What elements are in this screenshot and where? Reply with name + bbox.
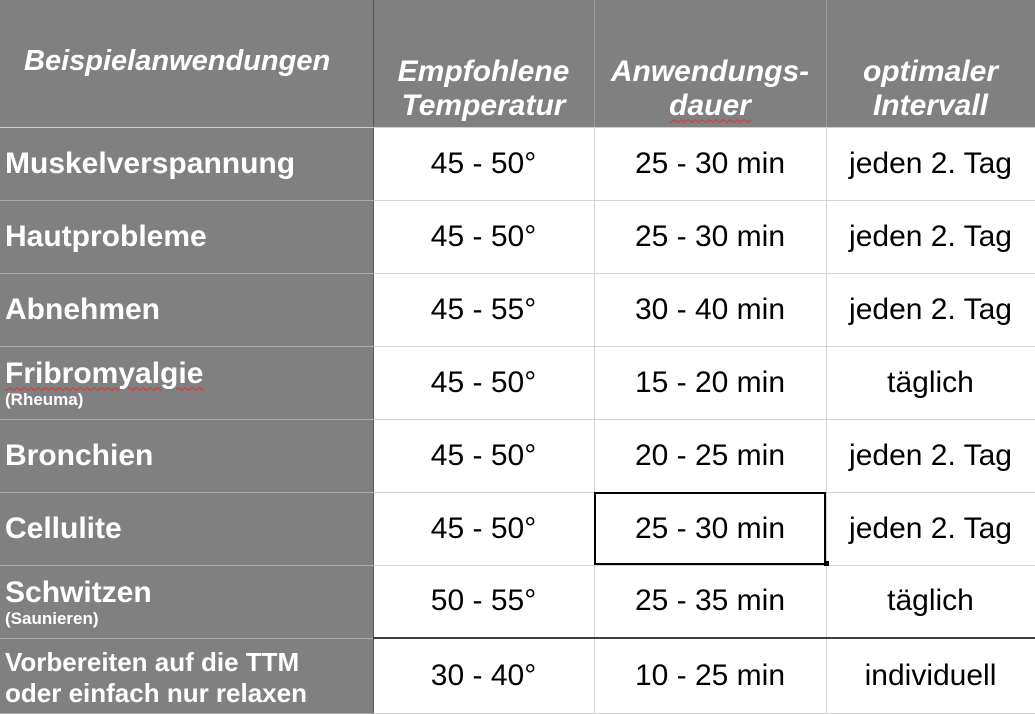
row-label-cell[interactable]	[0, 127, 373, 200]
row-sublabel: (Rheuma)	[5, 389, 84, 409]
row-label: Cellulite	[5, 512, 122, 545]
table-row	[0, 127, 1035, 200]
duration-cell[interactable]: 10 - 25 min	[594, 638, 826, 713]
header-cell-temperature[interactable]	[373, 0, 594, 127]
row-label: Schwitzen	[5, 575, 152, 609]
row-label-cell[interactable]	[0, 492, 373, 565]
row-label: Hautprobleme	[5, 220, 207, 253]
row-label: Bronchien	[5, 439, 154, 472]
interval-cell[interactable]: jeden 2. Tag	[826, 419, 1035, 492]
header-temperature-line2: Temperatur	[401, 88, 566, 122]
temperature-cell[interactable]: 45 - 50°	[373, 492, 594, 565]
selection-fill-handle[interactable]	[824, 561, 829, 566]
row-label-line2: oder einfach nur relaxen	[5, 677, 307, 708]
duration-cell-selected[interactable]: 25 - 30 min	[594, 492, 826, 565]
interval-cell[interactable]: jeden 2. Tag	[826, 200, 1035, 273]
header-interval-line2: Intervall	[872, 88, 989, 122]
temperature-cell[interactable]: 45 - 50°	[373, 127, 594, 200]
temperature-cell[interactable]: 30 - 40°	[373, 638, 594, 713]
duration-cell[interactable]: 20 - 25 min	[594, 419, 826, 492]
table-row	[0, 346, 1035, 419]
header-applications-label: Beispielanwendungen	[24, 45, 331, 77]
temperature-cell[interactable]: 45 - 55°	[373, 273, 594, 346]
header-temperature-line1: Empfohlene	[397, 54, 570, 88]
header-cell-interval[interactable]	[826, 0, 1035, 127]
row-label-cell[interactable]	[0, 419, 373, 492]
interval-cell[interactable]: täglich	[826, 346, 1035, 419]
interval-cell[interactable]: täglich	[826, 565, 1035, 638]
row-label-cell[interactable]	[0, 346, 373, 419]
interval-cell[interactable]: jeden 2. Tag	[826, 492, 1035, 565]
duration-cell[interactable]: 25 - 30 min	[594, 200, 826, 273]
row-sublabel: (Saunieren)	[5, 608, 99, 628]
table-row	[0, 419, 1035, 492]
temperature-cell[interactable]: 50 - 55°	[373, 565, 594, 638]
row-label-cell[interactable]	[0, 273, 373, 346]
temperature-cell[interactable]: 45 - 50°	[373, 419, 594, 492]
interval-cell[interactable]: jeden 2. Tag	[826, 127, 1035, 200]
header-cell-applications[interactable]	[0, 0, 373, 127]
duration-cell[interactable]: 30 - 40 min	[594, 273, 826, 346]
row-label-cell[interactable]	[0, 638, 373, 713]
header-row	[0, 0, 1035, 127]
table-row	[0, 273, 1035, 346]
duration-cell[interactable]: 15 - 20 min	[594, 346, 826, 419]
row-label: Abnehmen	[5, 293, 161, 326]
header-interval-line1: optimaler	[862, 54, 999, 88]
interval-cell[interactable]: jeden 2. Tag	[826, 273, 1035, 346]
row-label-cell[interactable]	[0, 565, 373, 638]
duration-cell[interactable]: 25 - 30 min	[594, 127, 826, 200]
row-label-line1: Vorbereiten auf die TTM	[5, 646, 300, 677]
temperature-cell[interactable]: 45 - 50°	[373, 346, 594, 419]
row-label: Fribromyalgie	[5, 356, 204, 390]
interval-cell[interactable]: individuell	[826, 638, 1035, 713]
duration-cell[interactable]: 25 - 35 min	[594, 565, 826, 638]
table-row	[0, 565, 1035, 638]
table-row	[0, 492, 1035, 565]
header-cell-duration[interactable]	[594, 0, 826, 127]
temperature-cell[interactable]: 45 - 50°	[373, 200, 594, 273]
table-row	[0, 638, 1035, 713]
row-label: Muskelverspannung	[5, 147, 296, 180]
header-duration-line2: dauer	[669, 88, 751, 122]
table-row	[0, 200, 1035, 273]
header-duration-line1: Anwendungs-	[610, 54, 810, 88]
row-label-cell[interactable]	[0, 200, 373, 273]
